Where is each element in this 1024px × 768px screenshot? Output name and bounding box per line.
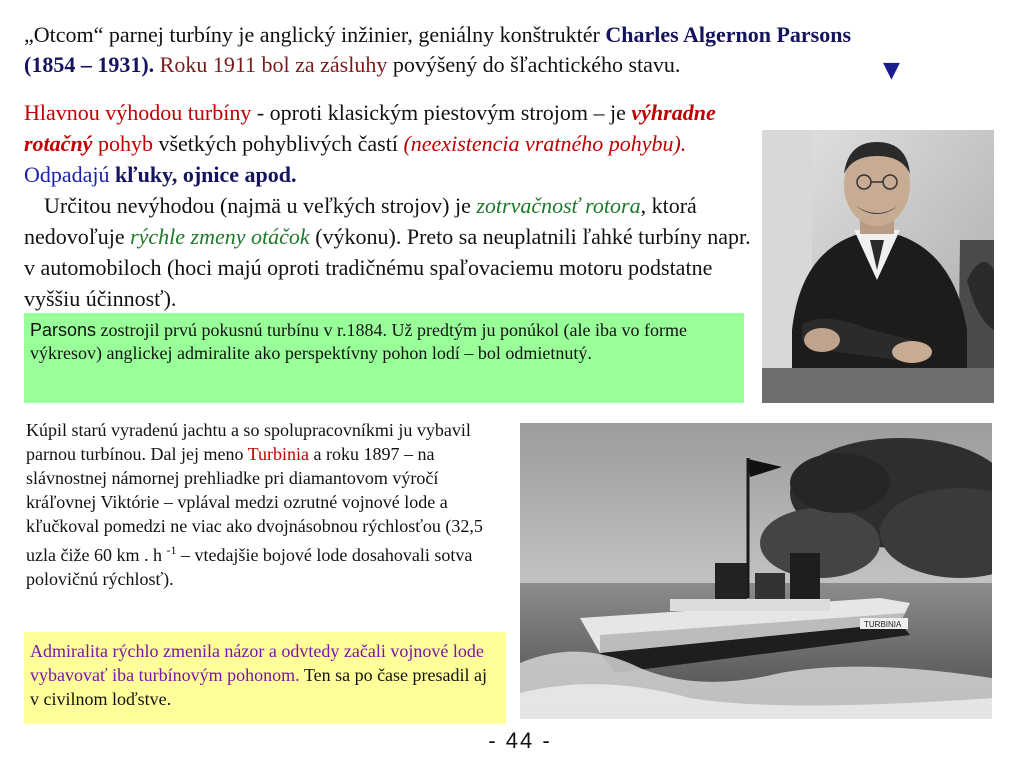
parsons-portrait-photo [762, 130, 994, 403]
intro-lead: „Otcom“ parnej turbíny je anglický inžinier, geniálny konštruktér [24, 22, 606, 47]
advantage-text-2: všetkých pohyblivých častí [152, 131, 404, 156]
parsons-label: Parsons [30, 320, 97, 340]
prototype-text: zostrojil prvú pokusnú turbínu v r.1884. Už predtým ju ponúkol (ale iba vo forme výkresov) anglickej admiralite ako perspektívny pohon lodí – bol odmietnutý. [30, 320, 687, 363]
turbinia-text-2: a roku 1897 – na slávnostnej námornej prehliadke pri diamantovom výročí kráľovnej Viktórie – vplával medzi ozrutné vojnové lode a kľučkoval pomedzi ne viac ako dvojnásobnou rýchlosťou (32,5 uzla čiže 60 km . h [26, 444, 483, 565]
admiralty-text: Admiralita rýchlo zmenila názor a odvtedy začali vojnové lode vybavovať iba turbínovým pohonom. [30, 641, 484, 685]
turbinia-paragraph [26, 418, 506, 591]
disadvantage-paragraph [24, 190, 754, 314]
disadvantage-text-2: , ktorá nedovoľuje [24, 193, 697, 249]
turbinia-name: Turbinia [247, 444, 309, 464]
advantage-text: - oproti klasickým piestovým strojom – je [251, 100, 632, 125]
turbinia-text-1: Kúpil starú vyradenú jachtu a so spolupracovníkmi ju vybavil parnou turbínou. Dal jej meno [26, 420, 471, 464]
intro-nobility: povýšený do šľachtického stavu. [392, 52, 681, 77]
no-reciprocating: (neexistencia vratného pohybu). [403, 131, 687, 156]
parsons-name: Charles Algernon Parsons [605, 22, 852, 47]
motion-word: pohyb [92, 131, 153, 156]
exponent: -1 [166, 543, 177, 557]
turbinia-text-3: – vtedajšie bojové lode dosahovali sotva polovičnú rýchlosť). [26, 545, 473, 589]
page-number: - 44 - [488, 728, 552, 753]
omitted-word: Odpadajú [24, 162, 116, 187]
intro-knighted: Roku 1911 bol za zásluhy [154, 52, 393, 77]
parsons-years: (1854 – 1931). [24, 52, 155, 77]
turbinia-ship-photo [520, 423, 992, 719]
prototype-note-box [24, 313, 744, 403]
advantage-paragraph [24, 97, 754, 190]
cranks-rods: kľuky, ojnice apod. [115, 162, 297, 187]
disadvantage-text: Určitou nevýhodou (najmä u veľkých strojov) je [44, 193, 477, 218]
advantage-heading: Hlavnou výhodou turbíny [24, 100, 252, 125]
rotary-emphasis: výhradne rotačný [24, 100, 716, 156]
civil-fleet-text: Ten sa po čase presadil aj v civilnom loďstve. [30, 665, 488, 709]
intro-text [24, 20, 1009, 80]
rotor-inertia: zotrvačnosť rotora [476, 193, 641, 218]
advantages-paragraphs [24, 97, 754, 314]
ship-name-label: TURBINIA [864, 620, 902, 629]
rpm-change: rýchle zmeny otáčok [130, 224, 310, 249]
next-arrow-icon[interactable]: ▼ [883, 58, 900, 83]
admiralty-note-box [24, 632, 506, 724]
disadvantage-text-3: (výkonu). Preto sa neuplatnili ľahké turbíny napr. v automobiloch (hoci majú oproti tradičnému spaľovaciemu motoru podstatne vyššiu účinnosť). [24, 224, 751, 311]
